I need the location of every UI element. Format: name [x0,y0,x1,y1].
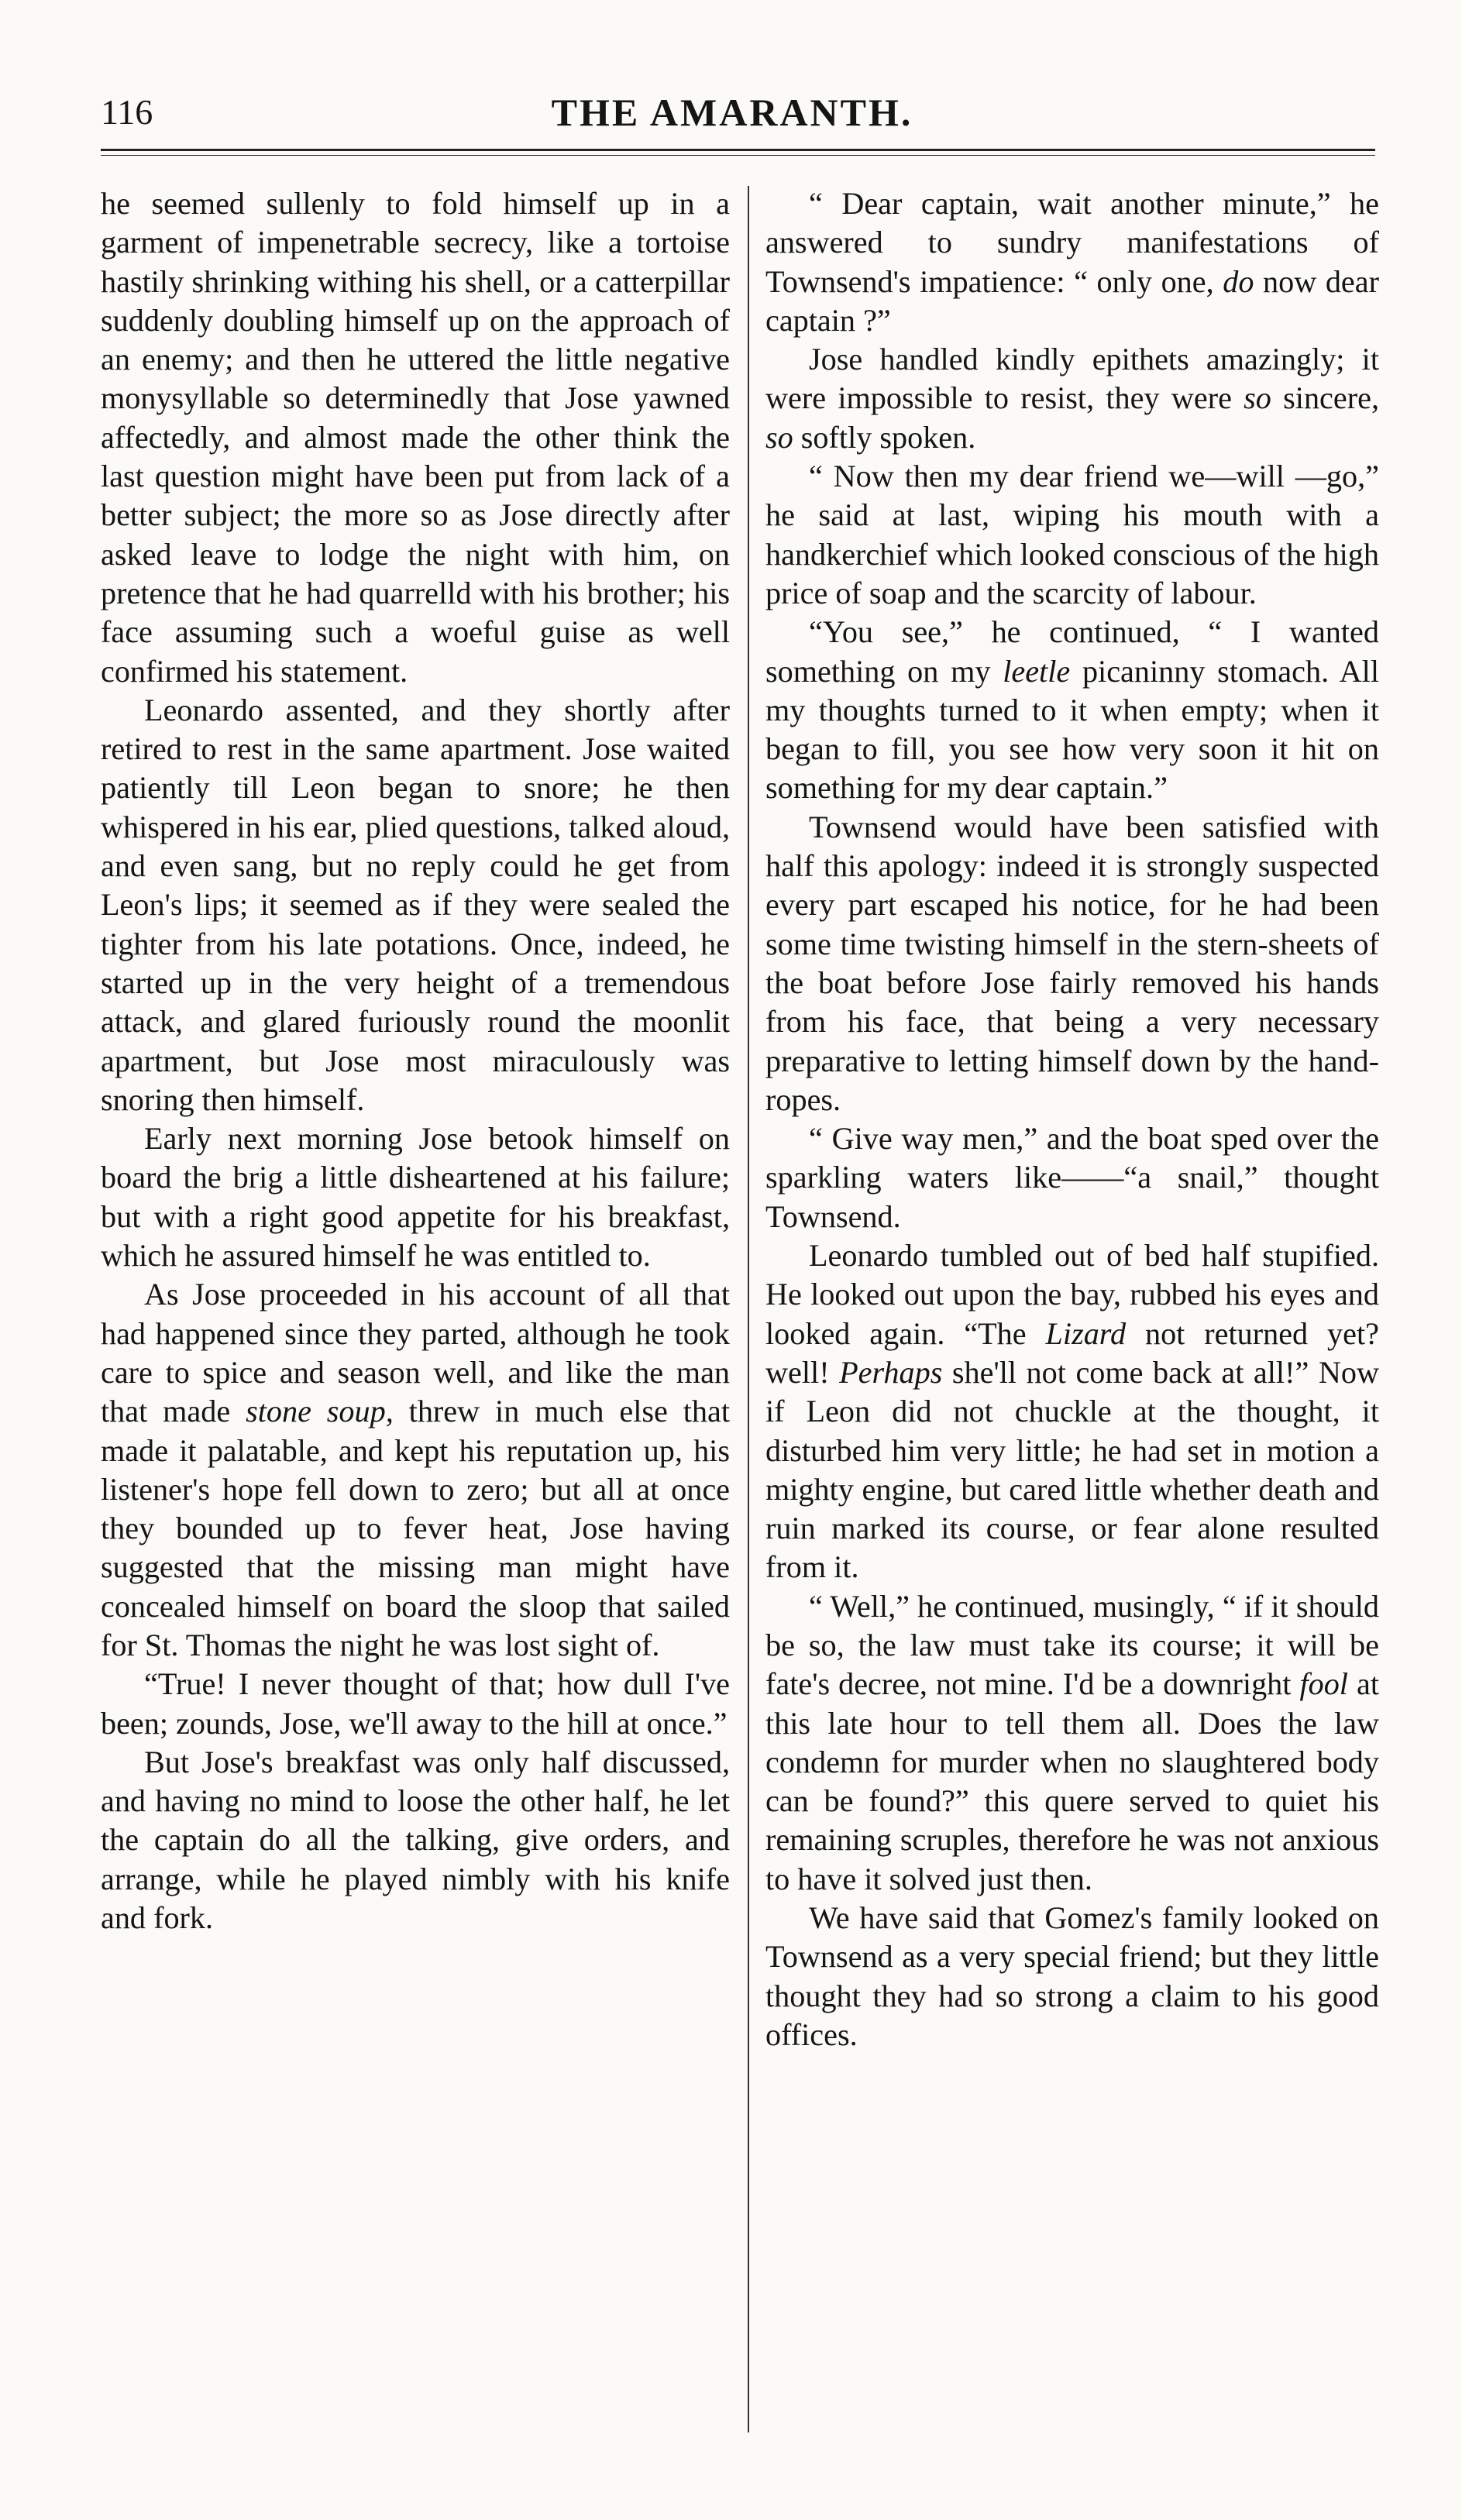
text-run: “You see,” he continued, “ I wanted something on my [765,614,1379,689]
paragraph: Leonardo assented, and they shortly after retired to rest in the same apartment. Jose waited patiently till Leon began to snore; he then whispered in his ear, plied questions, talked aloud, and even sang, but no reply could he get from Leon's lips; it seemed as if they were sealed the tighter from his late potations. Once, indeed, he started up in the very height of a tremendous attack, and glared furiously round the moonlit apartment, but Jose most miraculously was snoring then himself. [101,692,730,1117]
paragraph [765,1236,1379,1587]
text-run: “ Dear captain, wait another minute,” he answered to sundry manifestations of Townsend's impatience: “ only one, [765,186,1379,299]
paragraph: Townsend would have been satisfied with half this apology: indeed it is strongly suspected every part escaped his notice, for he had been some time twisting himself in the stern-sheets of the boat before Jose fairly removed his hands from his face, that being a very necessary preparative to letting himself down by the hand-ropes. [765,809,1379,1117]
text-run: she'll not come back at all!” Now if Leon did not chuckle at the thought, it disturbed him very little; he had set in motion a mighty engine, but cared little whether death and ruin marked its course, or fear alone resulted from it. [765,1354,1379,1585]
text-run: As Jose proceeded in his account of all that had happened since they parted, although he took care to spice and season well, and like the man that made [101,1277,730,1429]
paragraph [765,184,1379,340]
text-run: softly spoken. [793,419,976,455]
page-header [101,91,1364,139]
italic-text: fool [1299,1666,1348,1702]
paragraph: We have said that Gomez's family looked on Townsend as a very special friend; but they little thought they had so strong a claim to his good offices. [765,1900,1379,2052]
paragraph: “True! I never thought of that; how dull I've been; zounds, Jose, we'll away to the hill at once.” [101,1666,730,1741]
text-run: Leonardo tumbled out of bed half stupified. He looked out upon the bay, rubbed his eyes and looked again. “The [765,1238,1379,1351]
page-number: 116 [101,92,153,132]
header-rule-thin [101,155,1375,156]
header-rule [101,149,1375,151]
paragraph: But Jose's breakfast was only half discussed, and having no mind to loose the other half, he let the captain do all the talking, give orders, and arrange, while he played nimbly with his knife and fork. [101,1744,730,1936]
italic-text: Lizard [1045,1315,1127,1351]
italic-text: stone soup, [246,1394,394,1429]
italic-text: Perhaps [839,1354,943,1390]
running-title: THE AMARANTH. [551,91,913,134]
paragraph: “ Now then my dear friend we—will —go,” he said at last, wiping his mouth with a handkerchief which looked conscious of the high price of soap and the scarcity of labour. [765,459,1379,610]
italic-text: so [1244,380,1271,416]
paragraph [101,1275,730,1665]
left-column [101,184,730,1937]
paragraph: “ Give way men,” and the boat sped over the sparkling waters like——“a snail,” thought Townsend. [765,1121,1379,1234]
text-run: sincere, [1271,380,1380,416]
text-run: not returned yet? well! [765,1315,1379,1390]
italic-text: so [765,419,793,455]
italic-text: do [1223,263,1254,299]
paragraph [765,613,1379,807]
paragraph: Early next morning Jose betook himself on board the brig a little disheartened at his failure; but with a right good appetite for his breakfast, which he assured himself he was entitled to. [101,1121,730,1274]
text-run: picaninny stomach. All my thoughts turned to it when empty; when it began to fill, you see how very soon it hit on something for my dear captain.” [765,653,1379,806]
right-column [765,184,1379,2054]
text-run: now dear captain ?” [765,263,1379,338]
text-run: Jose handled kindly epithets amazingly; it were impossible to resist, they were [765,342,1379,416]
column-divider [748,186,749,2432]
paragraph [765,340,1379,457]
text-run: threw in much else that made it palatable, and kept his reputation up, his listener's hope fell down to zero; but all at once they bounded up to fever heat, Jose having suggested that the missing man might have concealed himself on board the sloop that sailed for St. Thomas the night he was lost sight of. [101,1394,730,1662]
paragraph: he seemed sullenly to fold himself up in a garment of impenetrable secrecy, like a tortoise hastily shrinking withing his shell, or a catterpillar suddenly doubling himself up on the approach of an enemy; and then he uttered the little negative monysyllable so determinedly that Jose yawned affectedly, and almost made the other think the last question might have been put from lack of a better subject; the more so as Jose directly after asked leave to lodge the night with him, on pretence that he had quarrelld with his brother; his face assuming such a woeful guise as well confirmed his statement. [101,186,730,689]
italic-text: leetle [1003,653,1071,689]
text-run: at this late hour to tell them all. Does the law condemn for murder when no slaughtered body can be found?” this quere served to quiet his remaining scruples, therefore he was not anxious to have it solved just then. [765,1666,1379,1896]
text-run: “ Well,” he continued, musingly, “ if it should be so, the law must take its course; it will be fate's decree, not mine. I'd be a downright [765,1588,1379,1702]
paragraph [765,1587,1379,1899]
